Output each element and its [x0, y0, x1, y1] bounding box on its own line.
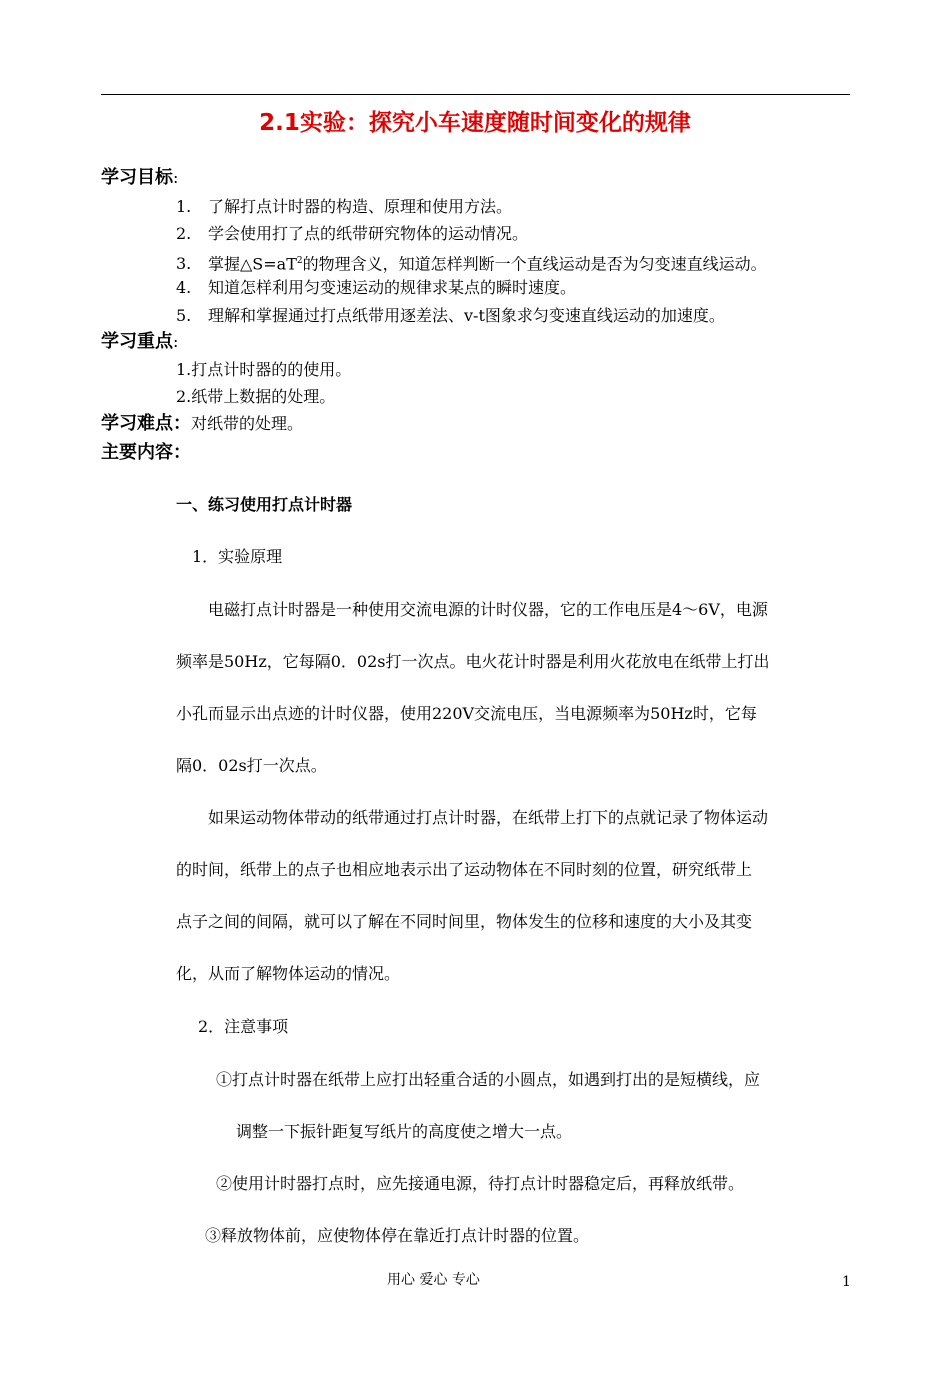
paragraph-line: 如果运动物体带动的纸带通过打点计时器，在纸带上打下的点就记录了物体运动	[208, 808, 769, 827]
goals-heading-text: 学习目标	[101, 167, 173, 188]
goal-item-3	[176, 250, 767, 275]
note-line: 调整一下振针距复写纸片的高度使之增大一点。	[236, 1122, 573, 1141]
paragraph-line: 频率是50Hz，它每隔0．02s打一次点。电火花计时器是利用火花放电在纸带上打出	[176, 652, 770, 671]
paragraph-line: 点子之间的间隔，就可以了解在不同时间里，物体发生的位移和速度的大小及其变	[176, 912, 753, 931]
paragraph-line: 隔0．02s打一次点。	[176, 756, 327, 775]
goal-number: 5.	[176, 306, 192, 325]
goal-number: 4.	[176, 278, 192, 297]
paragraph-line: 的时间，纸带上的点子也相应地表示出了运动物体在不同时刻的位置，研究纸带上	[176, 860, 753, 879]
difficulty-line	[101, 412, 303, 436]
paragraph-line: 电磁打点计时器是一种使用交流电源的计时仪器，它的工作电压是4～6V，电源	[208, 600, 768, 619]
paragraph-line: 小孔而显示出点迹的计时仪器，使用220V交流电压，当电源频率为50Hz时，它每	[176, 704, 757, 723]
goal-text: 掌握△S=aT	[208, 254, 297, 274]
subsection-heading: 1．实验原理	[192, 547, 283, 566]
key-point-2: 2.纸带上数据的处理。	[176, 387, 336, 406]
goal-text: 知道怎样利用匀变速运动的规律求某点的瞬时速度。	[208, 278, 577, 297]
note-line: ②使用计时器打点时，应先接通电源，待打点计时器稳定后，再释放纸带。	[216, 1174, 745, 1193]
subsection-heading: 2．注意事项	[198, 1017, 289, 1036]
goals-heading-colon: :	[173, 168, 179, 187]
goal-number: 3.	[176, 254, 192, 274]
goal-number: 2.	[176, 224, 192, 243]
section-heading: 一、练习使用打点计时器	[176, 495, 353, 514]
page-title: 2.1实验：探究小车速度随时间变化的规律	[259, 110, 691, 136]
note-line: ③释放物体前，应使物体停在靠近打点计时器的位置。	[205, 1226, 590, 1245]
goal-item-5	[176, 305, 725, 327]
key-points-heading-text: 学习重点	[101, 331, 173, 352]
paragraph-line: 化，从而了解物体运动的情况。	[176, 964, 401, 983]
header-rule	[101, 94, 850, 95]
key-points-heading	[101, 330, 178, 354]
goals-heading	[101, 166, 178, 190]
goal-item-4	[176, 277, 576, 299]
note-line: ①打点计时器在纸带上应打出轻重合适的小圆点，如遇到打出的是短横线，应	[216, 1070, 761, 1089]
goal-number: 1.	[176, 197, 192, 216]
goal-superscript: 2	[296, 256, 303, 266]
goal-text: 理解和掌握通过打点纸带用逐差法、v-t图象求匀变速直线运动的加速度。	[208, 306, 725, 325]
difficulty-text: 对纸带的处理。	[191, 414, 304, 433]
key-point-1: 1.打点计时器的的使用。	[176, 360, 352, 379]
page-number: 1	[842, 1274, 851, 1290]
difficulty-heading: 学习难点：	[101, 413, 191, 434]
goal-text-continued: 的物理含义，知道怎样判断一个直线运动是否为匀变速直线运动。	[302, 254, 767, 274]
goal-text: 了解打点计时器的构造、原理和使用方法。	[208, 197, 513, 216]
goal-item-2	[176, 223, 528, 245]
goal-item-1	[176, 196, 512, 218]
goal-text: 学会使用打了点的纸带研究物体的运动情况。	[208, 224, 529, 243]
footer-motto: 用心 爱心 专心	[387, 1272, 480, 1288]
main-content-heading: 主要内容：	[101, 442, 191, 463]
key-points-heading-colon: :	[173, 332, 179, 351]
